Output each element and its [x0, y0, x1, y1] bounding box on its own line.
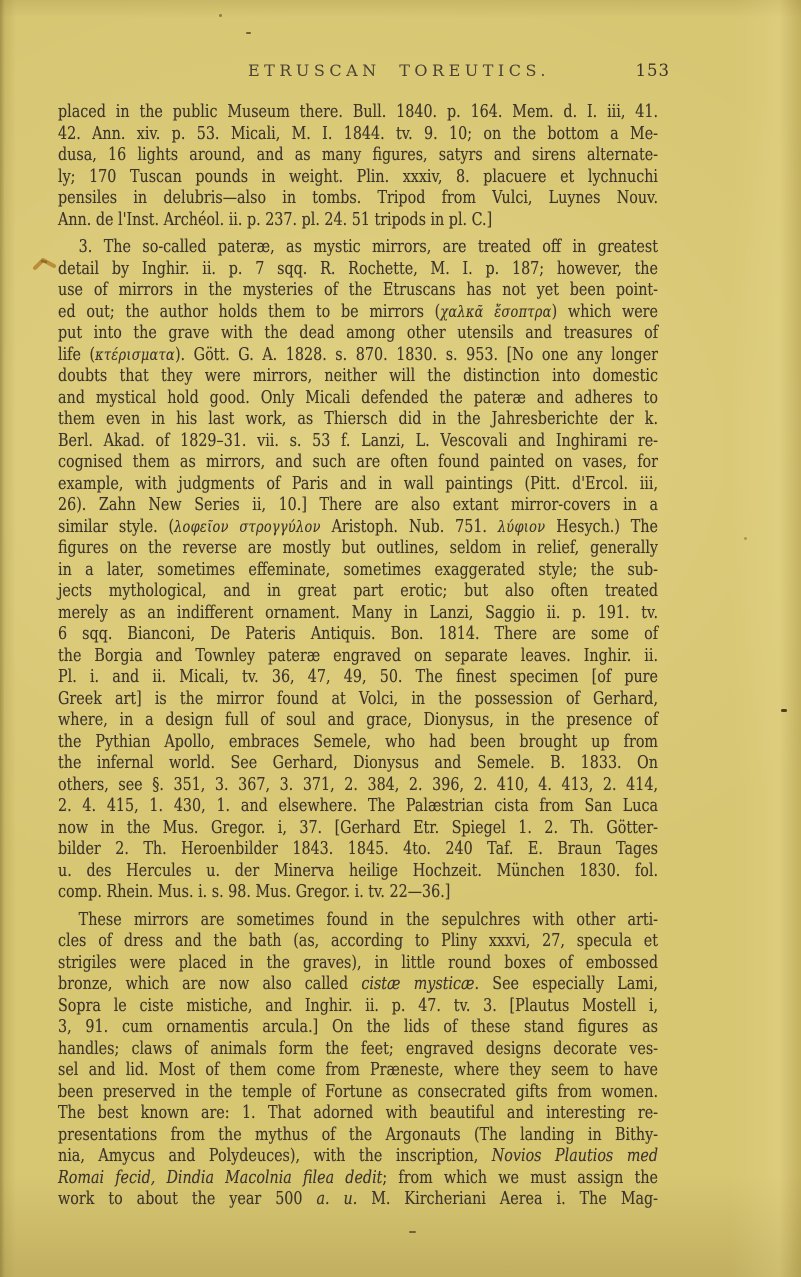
paper-speck: [781, 709, 787, 712]
text-line: handles; claws of animals form the feet; engraved designs decorate ves-: [58, 1037, 658, 1059]
text-line: 3, 91. cum ornamentis arcula.] On the lids of these stand figures as: [58, 1016, 658, 1037]
text-line: cognised them as mirrors, and such are often found painted on vases, for: [58, 451, 658, 472]
margin-pencil-mark-icon: [33, 256, 57, 276]
paragraph: [58, 909, 658, 1210]
text-line: bronze, which are now also called cistæ mysticæ. See especially Lami,: [58, 973, 658, 994]
text-line: cles of dress and the bath (as, according to Pliny xxxvi, 27, specula et: [58, 930, 658, 951]
text-line: 6 sqq. Bianconi, De Pateris Antiquis. Bon. 1814. There are some of: [58, 623, 658, 644]
paper-speck: [744, 537, 747, 540]
text-line: presentations from the mythus of the Argonauts (The landing in Bithy-: [58, 1123, 658, 1145]
text-line: detail by Inghir. ii. p. 7 sqq. R. Rochette, M. I. p. 187; however, the: [58, 257, 658, 279]
text-line: 42. Ann. xiv. p. 53. Micali, M. I. 1844. tv. 9. 10; on the bottom a Me-: [58, 122, 658, 144]
text-line: merely as an indifferent ornament. Many in Lanzi, Saggio ii. p. 191. tv.: [58, 601, 658, 623]
text-line: Romai fecid, Dindia Macolnia filea dedit; from which we must assign the: [58, 1166, 658, 1188]
text-line: Greek art] is the mirror found at Volci, in the possession of Gerhard,: [58, 687, 658, 709]
page-number: 153: [635, 61, 670, 80]
text-line: dusa, 16 lights around, and as many figures, satyrs and sirens alternate-: [58, 144, 658, 165]
paper-speck: [246, 32, 251, 34]
paragraph: [58, 236, 658, 903]
text-line: figures on the reverse are mostly but outlines, seldom in relief, generally: [58, 537, 658, 558]
text-line: sel and lid. Most of them come from Præneste, where they seem to have: [58, 1059, 658, 1080]
text-line: nia, Amycus and Polydeuces), with the inscription, Novios Plautios med: [58, 1145, 659, 1166]
text-line: The best known are: 1. That adorned with beautiful and interesting re-: [58, 1102, 658, 1123]
text-line: bilder 2. Th. Heroenbilder 1843. 1845. 4to. 240 Taf. E. Braun Tages: [58, 838, 658, 859]
text-line: others, see §. 351, 3. 367, 3. 371, 2. 384, 2. 396, 2. 410, 4. 413, 2. 414,: [58, 773, 658, 795]
paper-speck: [409, 1231, 416, 1233]
text-line: the infernal world. See Gerhard, Dionysus and Semele. B. 1833. On: [58, 752, 658, 773]
paragraph: [58, 101, 658, 230]
text-line: where, in a design full of soul and grace, Dionysus, in the presence of: [58, 709, 658, 730]
text-line: ly; 170 Tuscan pounds in weight. Plin. xxxiv, 8. placuere et lychnuchi: [58, 165, 658, 187]
text-line: work to about the year 500 a. u. M. Kircheriani Aerea i. The Mag-: [58, 1188, 658, 1209]
text-line: Pl. i. and ii. Micali, tv. 36, 47, 49, 50. The finest specimen [of pure: [58, 666, 658, 687]
text-line: Sopra le ciste mistiche, and Inghir. ii. p. 47. tv. 3. [Plautus Mostell i,: [58, 994, 658, 1016]
text-line: been preserved in the temple of Fortune as consecrated gifts from women.: [58, 1080, 658, 1102]
text-line: the Pythian Apollo, embraces Semele, who had been brought up from: [58, 730, 658, 752]
running-header-title: ETRUSCAN TOREUTICS.: [248, 61, 550, 80]
page-body-text: [58, 101, 658, 1210]
text-line: now in the Mus. Gregor. i, 37. [Gerhard Etr. Spiegel 1. 2. Th. Götter-: [58, 816, 658, 838]
text-line: These mirrors are sometimes found in the sepulchres with other arti-: [78, 908, 658, 930]
text-line: use of mirrors in the mysteries of the Etruscans has not yet been point-: [58, 279, 658, 300]
text-line: u. des Hercules u. der Minerva heilige Hochzeit. München 1830. fol.: [58, 859, 658, 881]
text-line: the Borgia and Townley pateræ engraved on separate leaves. Inghir. ii.: [58, 644, 658, 666]
text-line: life (κτέρισματα). Gött. G. A. 1828. s. 870. 1830. s. 953. [No one any longer: [58, 343, 658, 365]
text-line: doubts that they were mirrors, neither will the distinction into domestic: [58, 365, 658, 386]
text-line: placed in the public Museum there. Bull. 1840. p. 164. Mem. d. I. iii, 41.: [58, 101, 658, 122]
text-line: similar style. (λοφεῖον στρογγύλον Aristoph. Nub. 751. λύφιον Hesych.) The: [58, 515, 658, 537]
text-line: pensiles in delubris—also in tombs. Tripod from Vulci, Luynes Nouv.: [58, 187, 658, 208]
text-line: and mystical hold good. Only Micali defended the pateræ and adheres to: [58, 386, 658, 408]
text-line: 3. The so-called pateræ, as mystic mirrors, are treated off in greatest: [78, 236, 658, 257]
text-line: 26). Zahn New Series ii, 10.] There are also extant mirror-covers in a: [58, 494, 658, 515]
text-line: 2. 4. 415, 1. 430, 1. and elsewhere. The Palæstrian cista from San Luca: [58, 795, 658, 816]
text-line: strigiles were placed in the graves), in little round boxes of embossed: [58, 951, 658, 973]
text-line: put into the grave with the dead among other utensils and treasures of: [58, 322, 658, 343]
text-line: Berl. Akad. of 1829–31. vii. s. 53 f. Lanzi, L. Vescovali and Inghirami re-: [58, 429, 658, 451]
text-line: comp. Rhein. Mus. i. s. 98. Mus. Gregor. i. tv. 22—36.]: [58, 881, 451, 902]
text-line: in a later, sometimes effeminate, sometimes exaggerated style; the sub-: [58, 558, 658, 580]
text-line: them even in his last work, as Thiersch did in the Jahresberichte der k.: [58, 408, 658, 429]
text-line: Ann. de l'Inst. Archéol. ii. p. 237. pl. 24. 51 tripods in pl. C.]: [58, 208, 493, 230]
paper-speck: [219, 14, 222, 17]
text-line: jects mythological, and in great part erotic; but also often treated: [58, 580, 658, 601]
text-line: ed out; the author holds them to be mirrors (χαλκᾶ ἔσοπτρα) which were: [58, 300, 658, 322]
text-line: example, with judgments of Paris and in wall paintings (Pitt. d'Ercol. iii,: [58, 472, 658, 494]
